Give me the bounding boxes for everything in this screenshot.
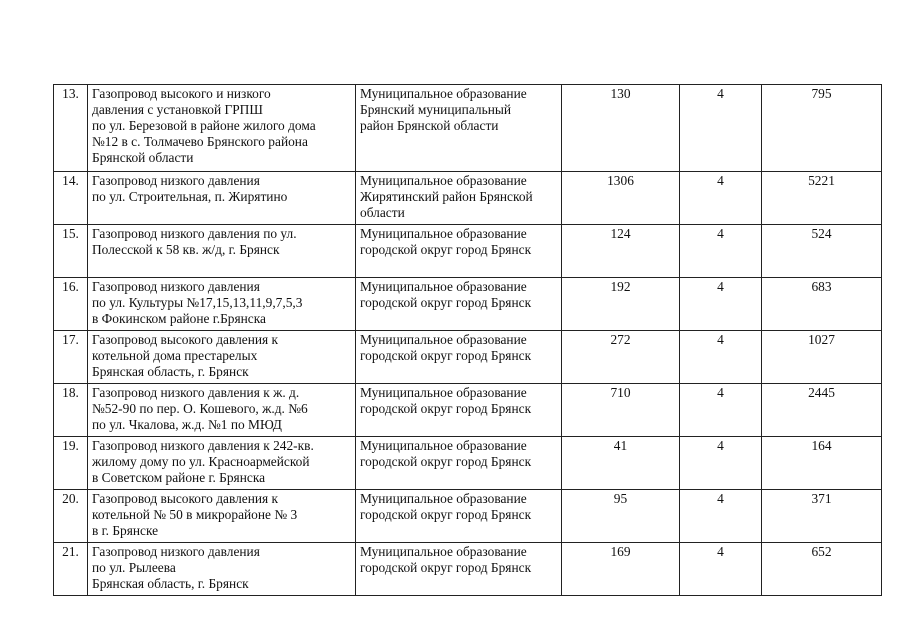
value-cell-v3 [762, 172, 882, 225]
owner-line: район Брянской области [360, 118, 499, 133]
object-name-line: Газопровод высокого давления к [92, 332, 279, 347]
owner-line: городской округ город Брянск [360, 295, 532, 310]
row-number-text: 20. [62, 491, 79, 506]
owner-cell [356, 225, 562, 278]
object-name-line: Газопровод низкого давления [92, 279, 260, 294]
value-v2: 4 [717, 438, 724, 453]
owner-cell [356, 437, 562, 490]
value-cell-v3 [762, 490, 882, 543]
value-cell-v3 [762, 384, 882, 437]
owner-line: Муниципальное образование [360, 491, 527, 506]
object-name-line: в Фокинском районе г.Брянска [92, 311, 266, 326]
object-name-cell [88, 85, 356, 172]
owner-line: городской округ город Брянск [360, 560, 532, 575]
object-name-line: по ул. Чкалова, ж.д. №1 по МЮД [92, 417, 282, 432]
object-name-cell [88, 437, 356, 490]
gas-pipeline-table [53, 84, 882, 596]
owner-cell [356, 490, 562, 543]
owner-line: городской округ город Брянск [360, 401, 532, 416]
table-row [54, 225, 882, 278]
object-name-line: Газопровод низкого давления по ул. [92, 226, 297, 241]
owner-line: городской округ город Брянск [360, 454, 532, 469]
object-name-cell [88, 490, 356, 543]
owner-cell [356, 543, 562, 596]
value-cell-v1 [562, 384, 680, 437]
owner-line: области [360, 205, 405, 220]
object-name-line: Газопровод низкого давления [92, 173, 260, 188]
object-name-line: по ул. Культуры №17,15,13,11,9,7,5,3 [92, 295, 303, 310]
value-cell-v1 [562, 278, 680, 331]
object-name-cell [88, 384, 356, 437]
value-cell-v2 [680, 437, 762, 490]
value-cell-v1 [562, 85, 680, 172]
row-number [54, 225, 88, 278]
value-cell-v3 [762, 331, 882, 384]
value-cell-v1 [562, 543, 680, 596]
object-name-cell [88, 278, 356, 331]
value-cell-v3 [762, 85, 882, 172]
object-name-line: Газопровод низкого давления к ж. д. [92, 385, 300, 400]
object-name-cell [88, 225, 356, 278]
value-v2: 4 [717, 86, 724, 101]
owner-line: Муниципальное образование [360, 279, 527, 294]
value-cell-v3 [762, 225, 882, 278]
row-number [54, 331, 88, 384]
value-v3: 2445 [808, 385, 835, 400]
row-number-text: 13. [62, 86, 79, 101]
value-v2: 4 [717, 385, 724, 400]
value-v1: 710 [610, 385, 631, 400]
value-v3: 164 [811, 438, 832, 453]
value-v1: 95 [613, 491, 628, 506]
owner-cell [356, 278, 562, 331]
row-number [54, 172, 88, 225]
object-name-line: по ул. Березовой в районе жилого дома [92, 118, 316, 133]
row-number-text: 14. [62, 173, 79, 188]
row-number [54, 85, 88, 172]
object-name-line: по ул. Строительная, п. Жирятино [92, 189, 288, 204]
row-number [54, 543, 88, 596]
value-cell-v2 [680, 278, 762, 331]
object-name-line: в Советском районе г. Брянска [92, 470, 266, 485]
table-row [54, 85, 882, 172]
owner-cell [356, 331, 562, 384]
value-v3: 371 [811, 491, 832, 506]
object-name-line: Полесской к 58 кв. ж/д, г. Брянск [92, 242, 280, 257]
owner-line: Муниципальное образование [360, 332, 527, 347]
value-v1: 124 [610, 226, 631, 241]
row-number-text: 21. [62, 544, 79, 559]
table-row [54, 384, 882, 437]
object-name-line: давления с установкой ГРПШ [92, 102, 263, 117]
value-v1: 1306 [607, 173, 634, 188]
value-cell-v1 [562, 331, 680, 384]
value-cell-v2 [680, 331, 762, 384]
object-name-line: Газопровод низкого давления [92, 544, 260, 559]
value-cell-v2 [680, 543, 762, 596]
owner-line: Муниципальное образование [360, 544, 527, 559]
object-name-line: Газопровод высокого давления к [92, 491, 279, 506]
value-v3: 652 [811, 544, 832, 559]
object-name-line: котельной № 50 в микрорайоне № 3 [92, 507, 298, 522]
owner-line: городской округ город Брянск [360, 507, 532, 522]
owner-cell [356, 85, 562, 172]
row-number-text: 16. [62, 279, 79, 294]
value-v3: 524 [811, 226, 832, 241]
value-cell-v2 [680, 225, 762, 278]
owner-cell [356, 384, 562, 437]
value-v1: 169 [610, 544, 631, 559]
value-cell-v3 [762, 278, 882, 331]
owner-line: Муниципальное образование [360, 385, 527, 400]
object-name-line: по ул. Рылеева [92, 560, 176, 575]
object-name-line: жилому дому по ул. Красноармейской [92, 454, 310, 469]
row-number [54, 384, 88, 437]
object-name-cell [88, 172, 356, 225]
value-cell-v1 [562, 437, 680, 490]
value-cell-v2 [680, 490, 762, 543]
object-name-line: Газопровод низкого давления к 242-кв. [92, 438, 314, 453]
row-number [54, 278, 88, 331]
value-cell-v3 [762, 437, 882, 490]
object-name-line: Газопровод высокого и низкого [92, 86, 271, 101]
row-number-text: 15. [62, 226, 79, 241]
object-name-line: №52-90 по пер. О. Кошевого, ж.д. №6 [92, 401, 308, 416]
value-v2: 4 [717, 491, 724, 506]
table-row [54, 490, 882, 543]
row-number-text: 17. [62, 332, 79, 347]
value-v1: 192 [610, 279, 631, 294]
value-v2: 4 [717, 279, 724, 294]
owner-line: Муниципальное образование [360, 226, 527, 241]
table-row [54, 331, 882, 384]
value-v3: 683 [811, 279, 832, 294]
object-name-line: Брянской области [92, 150, 194, 165]
owner-line: Брянский муниципальный [360, 102, 512, 117]
owner-line: городской округ город Брянск [360, 242, 532, 257]
owner-cell [356, 172, 562, 225]
owner-line: Жирятинский район Брянской [360, 189, 533, 204]
object-name-line: Брянская область, г. Брянск [92, 364, 249, 379]
value-cell-v1 [562, 172, 680, 225]
row-number-text: 19. [62, 438, 79, 453]
value-v2: 4 [717, 332, 724, 347]
table-row [54, 278, 882, 331]
object-name-cell [88, 331, 356, 384]
row-number-text: 18. [62, 385, 79, 400]
value-v2: 4 [717, 226, 724, 241]
value-v2: 4 [717, 544, 724, 559]
value-cell-v2 [680, 85, 762, 172]
owner-line: Муниципальное образование [360, 173, 527, 188]
row-number [54, 437, 88, 490]
value-v3: 795 [811, 86, 832, 101]
value-cell-v1 [562, 490, 680, 543]
value-cell-v1 [562, 225, 680, 278]
value-cell-v3 [762, 543, 882, 596]
value-cell-v2 [680, 384, 762, 437]
table-row [54, 543, 882, 596]
value-cell-v2 [680, 172, 762, 225]
value-v2: 4 [717, 173, 724, 188]
table-row [54, 172, 882, 225]
object-name-cell [88, 543, 356, 596]
table-body [54, 85, 882, 596]
owner-line: Муниципальное образование [360, 86, 527, 101]
table-row [54, 437, 882, 490]
value-v1: 272 [610, 332, 631, 347]
object-name-line: №12 в с. Толмачево Брянского района [92, 134, 308, 149]
object-name-line: котельной дома престарелых [92, 348, 258, 363]
owner-line: городской округ город Брянск [360, 348, 532, 363]
owner-line: Муниципальное образование [360, 438, 527, 453]
value-v3: 5221 [808, 173, 835, 188]
value-v3: 1027 [808, 332, 835, 347]
value-v1: 130 [610, 86, 631, 101]
value-v1: 41 [613, 438, 628, 453]
object-name-line: Брянская область, г. Брянск [92, 576, 249, 591]
row-number [54, 490, 88, 543]
object-name-line: в г. Брянске [92, 523, 159, 538]
